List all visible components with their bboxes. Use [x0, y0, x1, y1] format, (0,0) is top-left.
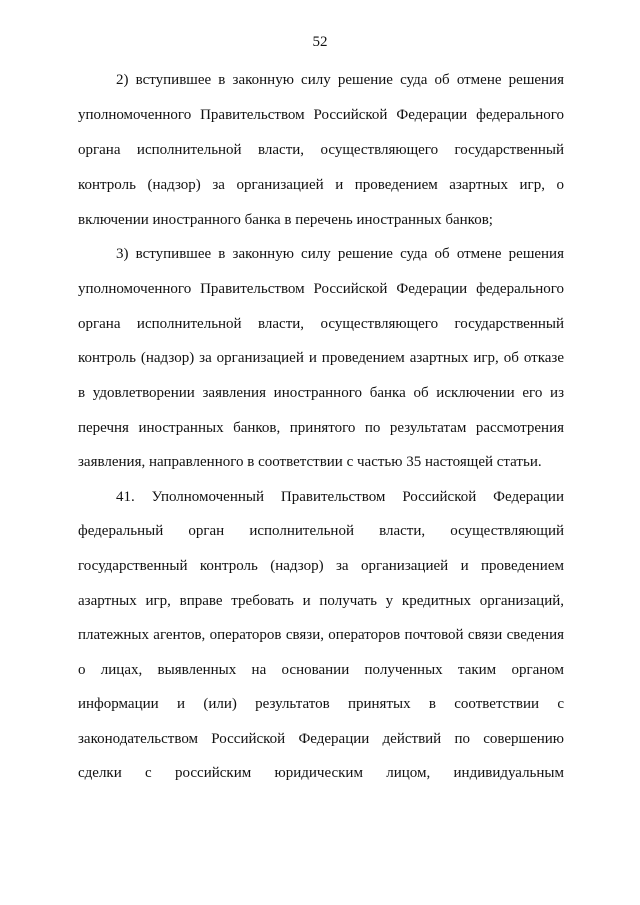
paragraph-line: о лицах, выявленных на основании полученных таким органом — [78, 662, 564, 678]
paragraph-line: государственный контроль (надзор) за организацией и проведением — [78, 558, 564, 574]
paragraph-line: контроль (надзор) за организацией и проведением азартных игр, о — [78, 177, 564, 193]
paragraph-line: азартных игр, вправе требовать и получать у кредитных организаций, — [78, 593, 564, 609]
paragraph-line: включении иностранного банка в перечень иностранных банков; — [78, 212, 493, 228]
paragraph-line: законодательством Российской Федерации действий по совершению — [78, 731, 564, 747]
paragraph-line: федеральный орган исполнительной власти, осуществляющий — [78, 523, 564, 539]
page-number: 52 — [312, 34, 328, 50]
paragraph-line: заявления, направленного в соответствии с частью 35 настоящей статьи. — [78, 454, 542, 470]
paragraph-line: перечня иностранных банков, принятого по результатам рассмотрения — [78, 420, 564, 436]
paragraph-line: в удовлетворении заявления иностранного банка об исключении его из — [78, 385, 564, 401]
paragraph-line: информации и (или) результатов принятых в соответствии с — [78, 696, 564, 712]
paragraph-line: 41. Уполномоченный Правительством Российской Федерации — [116, 489, 564, 505]
paragraph-line: контроль (надзор) за организацией и проведением азартных игр, об отказе — [78, 350, 564, 366]
paragraph-line: 2) вступившее в законную силу решение суда об отмене решения — [116, 72, 564, 88]
paragraph-line: 3) вступившее в законную силу решение суда об отмене решения — [116, 246, 564, 262]
paragraph-line: уполномоченного Правительством Российской Федерации федерального — [78, 107, 564, 123]
paragraph-line: сделки с российским юридическим лицом, индивидуальным — [78, 765, 564, 781]
paragraph-line: органа исполнительной власти, осуществляющего государственный — [78, 316, 564, 332]
paragraph-line: органа исполнительной власти, осуществляющего государственный — [78, 142, 564, 158]
paragraph-line: платежных агентов, операторов связи, операторов почтовой связи сведения — [78, 627, 564, 643]
paragraph-line: уполномоченного Правительством Российской Федерации федерального — [78, 281, 564, 297]
